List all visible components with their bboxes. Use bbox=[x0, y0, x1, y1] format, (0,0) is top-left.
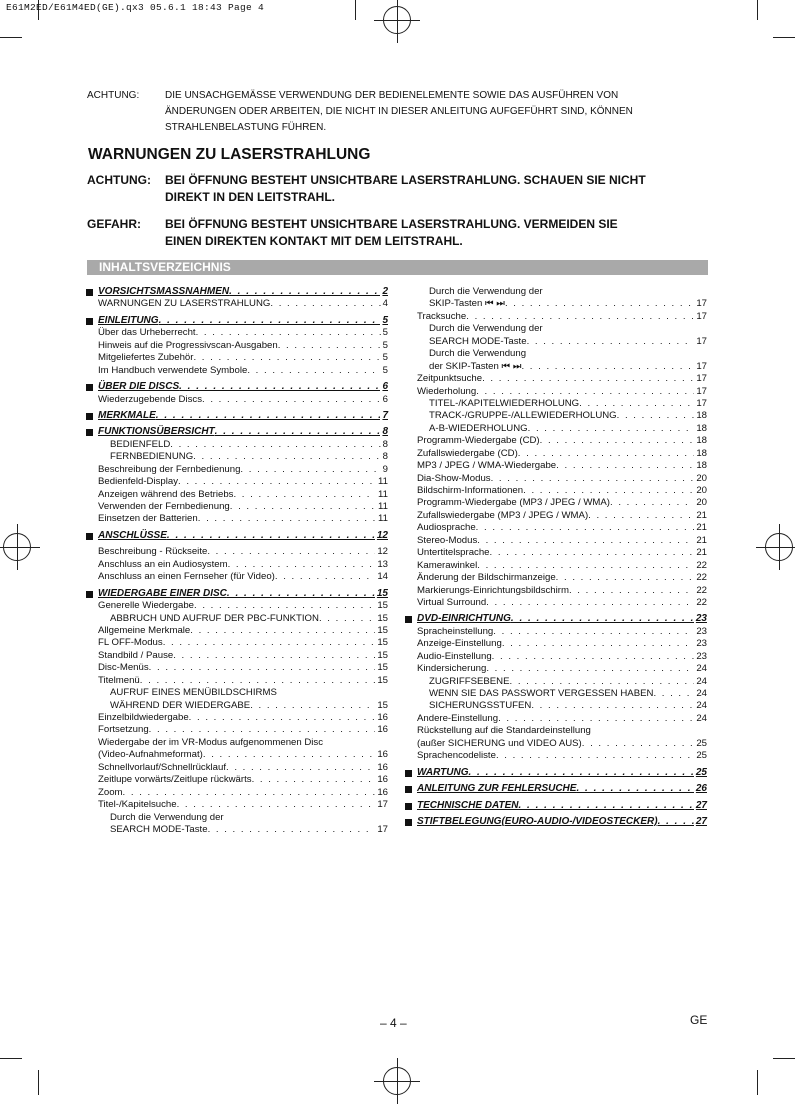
toc-entry-page: 15 bbox=[377, 612, 388, 624]
toc-entry-text: ABBRUCH UND AUFRUF DER PBC-FUNKTION bbox=[110, 612, 319, 624]
toc-entry-text: Spracheinstellung bbox=[417, 625, 494, 637]
toc-entry-text: SEARCH MODE-Taste bbox=[429, 335, 527, 347]
toc-entry bbox=[98, 298, 388, 310]
toc-entry-text: Zufallswiedergabe (MP3 / JPEG / WMA) bbox=[417, 509, 589, 521]
toc-entry-page: 15 bbox=[376, 587, 388, 599]
toc-entry-page: 23 bbox=[696, 638, 707, 650]
toc-entry-text: Wiederholung bbox=[417, 385, 477, 397]
toc-entry-page: 15 bbox=[377, 637, 388, 649]
toc-entry-text: Zoom bbox=[98, 786, 123, 798]
toc-entry-page: 24 bbox=[696, 688, 707, 699]
toc-entry-text: Einzelbildwiedergabe bbox=[98, 712, 189, 723]
toc-entry-page: 17 bbox=[696, 360, 707, 372]
registration-mark-icon bbox=[383, 6, 411, 34]
toc-entry-text: TRACK-/GRUPPE-/ALLEWIEDERHOLUNG bbox=[429, 410, 617, 422]
toc-entry bbox=[98, 600, 388, 612]
toc-entry-page: 22 bbox=[696, 584, 707, 596]
toc-entry bbox=[417, 560, 707, 572]
toc-entry-text: WENN SIE DAS PASSWORT VERGESSEN HABEN bbox=[429, 688, 654, 699]
toc-entry-text: Programm-Wiedergabe (MP3 / JPEG / WMA) bbox=[417, 497, 610, 509]
toc-entry bbox=[98, 613, 388, 625]
toc-entry bbox=[98, 451, 388, 463]
toc-entry-text: WÄHREND DER WIEDERGABE bbox=[110, 699, 251, 711]
toc-entry-text: Bedienfeld-Display bbox=[98, 476, 178, 488]
toc-entry bbox=[98, 513, 388, 525]
caution-label: ACHTUNG: bbox=[87, 90, 140, 101]
toc-entry-text: Untertitelsprache bbox=[417, 547, 490, 559]
toc-entry-text: Wiedergabe der im VR-Modus aufgenommenen Disc bbox=[98, 736, 324, 748]
toc-section bbox=[98, 286, 388, 298]
bullet-square-icon bbox=[86, 318, 93, 325]
toc-entry bbox=[98, 749, 388, 761]
bullet-square-icon bbox=[86, 384, 93, 391]
toc-entry-text: STIFTBELEGUNG(EURO-AUDIO-/VIDEOSTECKER) bbox=[417, 815, 658, 827]
toc-section bbox=[98, 410, 388, 422]
toc-entry-text: FL OFF-Modus bbox=[98, 637, 163, 649]
toc-entry-text: Durch die Verwendung der bbox=[429, 323, 543, 335]
toc-entry-text: SEARCH MODE-Taste bbox=[110, 823, 208, 835]
toc-entry-page: 22 bbox=[696, 596, 707, 608]
toc-entry bbox=[417, 547, 707, 559]
toc-entry-text: Sprachencodeliste bbox=[417, 750, 496, 762]
toc-entry bbox=[417, 750, 707, 762]
toc-entry-page: 21 bbox=[696, 522, 707, 534]
toc-entry-page: 8 bbox=[382, 426, 388, 438]
toc-entry-page: 16 bbox=[377, 749, 388, 761]
toc-entry-page: 5 bbox=[382, 352, 388, 364]
toc-entry-text: Durch die Verwendung der bbox=[110, 811, 224, 823]
bullet-square-icon bbox=[405, 819, 412, 826]
toc-entry-text: Titel-/Kapitelsuche bbox=[98, 799, 177, 811]
toc-entry-page: 20 bbox=[696, 485, 707, 496]
toc-entry bbox=[98, 637, 388, 649]
bullet-square-icon bbox=[86, 289, 93, 296]
toc-entry-text: Kamerawinkel bbox=[417, 559, 478, 571]
toc-entry-page: 8 bbox=[382, 438, 388, 450]
toc-entry-page: 5 bbox=[382, 327, 388, 339]
toc-entry bbox=[417, 485, 707, 497]
toc-entry-page: 17 bbox=[696, 310, 707, 322]
toc-entry-text: Stereo-Modus bbox=[417, 534, 478, 546]
toc-entry bbox=[417, 423, 707, 435]
toc-entry bbox=[98, 737, 388, 749]
toc-entry-text: Änderung der Bildschirmanzeige bbox=[417, 572, 556, 584]
toc-entry-page: 5 bbox=[382, 314, 388, 326]
toc-entry-page: 24 bbox=[696, 663, 707, 675]
toc-entry bbox=[98, 340, 388, 352]
toc-entry-page: 17 bbox=[696, 397, 707, 409]
toc-entry-text: Verwenden der Fernbedienung bbox=[98, 501, 230, 512]
toc-entry-text: SICHERUNGSSTUFEN bbox=[429, 700, 532, 712]
toc-entry-page: 6 bbox=[382, 381, 388, 393]
toc-entry-page: 2 bbox=[382, 286, 388, 297]
toc-entry bbox=[98, 700, 388, 712]
toc-entry-page: 16 bbox=[377, 786, 388, 798]
toc-entry-text: FERNBEDIENUNG bbox=[110, 451, 194, 463]
toc-entry bbox=[98, 559, 388, 571]
toc-entry-text: VORSICHTSMASSNAHMEN bbox=[98, 286, 230, 297]
toc-entry-text: Wiederzugebende Discs bbox=[98, 393, 202, 405]
toc-section bbox=[98, 315, 388, 327]
crop-mark bbox=[773, 1058, 795, 1059]
toc-entry-page: 11 bbox=[378, 476, 388, 488]
toc-entry bbox=[417, 663, 707, 675]
toc-entry bbox=[417, 448, 707, 460]
toc-entry-text: Anzeigen während des Betriebs bbox=[98, 488, 234, 500]
toc-entry-page: 21 bbox=[696, 547, 707, 559]
crop-mark bbox=[38, 1070, 39, 1095]
toc-entry bbox=[98, 712, 388, 724]
bullet-square-icon bbox=[86, 533, 93, 540]
toc-entry-text: Schnellvorlauf/Schnellrücklauf bbox=[98, 761, 226, 773]
toc-entry-page: 11 bbox=[378, 513, 388, 525]
toc-entry-page: 22 bbox=[696, 559, 707, 571]
toc-entry-text: MERKMALE bbox=[98, 409, 156, 421]
page-number: – 4 – bbox=[380, 1016, 407, 1030]
toc-entry-text: Dia-Show-Modus bbox=[417, 472, 491, 484]
toc-entry-text: Über das Urheberrecht bbox=[98, 327, 196, 339]
toc-entry bbox=[417, 700, 707, 712]
toc-entry bbox=[417, 597, 707, 609]
toc-entry-page: 24 bbox=[696, 675, 707, 687]
toc-entry bbox=[98, 824, 388, 836]
toc-entry-page: 18 bbox=[696, 410, 707, 422]
toc-entry-page: 21 bbox=[696, 534, 707, 546]
toc-entry-page: 5 bbox=[382, 364, 388, 376]
toc-entry-page: 11 bbox=[378, 501, 388, 512]
crop-mark bbox=[0, 1058, 22, 1059]
toc-entry-text: Einsetzen der Batterien bbox=[98, 513, 198, 525]
toc-entry-page: 15 bbox=[377, 624, 388, 636]
toc-entry bbox=[417, 460, 707, 472]
toc-entry-text: Titelmenü bbox=[98, 674, 140, 686]
toc-entry bbox=[417, 626, 707, 638]
file-header: E61M2ED/E61M4ED(GE).qx3 05.6.1 18:43 Page 4 bbox=[6, 2, 265, 13]
toc-entry-text: Anzeige-Einstellung bbox=[417, 638, 502, 650]
caution-line: DIE UNSACHGEMÄSSE VERWENDUNG DER BEDIENELEMENTE SOWIE DAS AUSFÜHREN VON bbox=[165, 90, 619, 101]
toc-entry-text: Im Handbuch verwendete Symbole bbox=[98, 364, 248, 376]
bullet-square-icon bbox=[86, 429, 93, 436]
toc-entry-text: MP3 / JPEG / WMA-Wiedergabe bbox=[417, 460, 557, 472]
crop-mark bbox=[757, 0, 758, 20]
toc-entry bbox=[98, 501, 388, 513]
toc-entry-page: 17 bbox=[696, 335, 707, 347]
toc-entry bbox=[417, 738, 707, 750]
toc-entry bbox=[417, 651, 707, 663]
toc-entry-text: Generelle Wiedergabe bbox=[98, 600, 194, 612]
toc-entry-page: 18 bbox=[696, 422, 707, 434]
toc-entry-text: Hinweis auf die Progressivscan-Ausgaben bbox=[98, 339, 278, 351]
toc-entry bbox=[98, 439, 388, 451]
toc-entry-page: 21 bbox=[696, 509, 707, 521]
toc-entry-page: 16 bbox=[377, 761, 388, 773]
toc-entry-text: Anschluss an einen Fernseher (für Video) bbox=[98, 571, 275, 583]
toc-entry-text: Tracksuche bbox=[417, 310, 467, 322]
toc-entry-page: 17 bbox=[696, 373, 707, 385]
laser-caution-label: ACHTUNG: bbox=[87, 173, 151, 187]
toc-section bbox=[98, 426, 388, 438]
toc-entry bbox=[417, 522, 707, 534]
toc-entry-text: BEDIENFELD bbox=[110, 438, 171, 450]
laser-caution-line: BEI ÖFFNUNG BESTEHT UNSICHTBARE LASERSTRAHLUNG. SCHAUEN SIE NICHT bbox=[165, 173, 646, 187]
registration-mark-icon bbox=[383, 1067, 411, 1095]
toc-entry bbox=[417, 410, 707, 422]
toc-entry-text: ANSCHLÜSSE bbox=[98, 529, 167, 541]
toc-entry bbox=[417, 688, 707, 700]
registration-mark-icon bbox=[3, 533, 31, 561]
toc-entry-page: 16 bbox=[377, 724, 388, 736]
language-code: GE bbox=[690, 1013, 708, 1027]
toc-entry-page: 17 bbox=[696, 298, 707, 310]
caution-line: STRAHLENBELASTUNG FÜHREN. bbox=[165, 122, 327, 133]
toc-entry-page: 25 bbox=[696, 737, 707, 749]
toc-section bbox=[417, 783, 707, 795]
bullet-square-icon bbox=[86, 413, 93, 420]
toc-entry-page: 15 bbox=[377, 649, 388, 661]
toc-entry-page: 9 bbox=[382, 463, 388, 475]
toc-entry bbox=[98, 625, 388, 637]
toc-entry bbox=[98, 365, 388, 377]
toc-entry-text: AUFRUF EINES MENÜBILDSCHIRMS bbox=[110, 687, 277, 699]
toc-entry-text: Markierungs-Einrichtungsbildschirm bbox=[417, 584, 569, 596]
toc-entry-page: 24 bbox=[696, 700, 707, 712]
toc-entry bbox=[98, 675, 388, 687]
toc-entry-text: Audio-Einstellung bbox=[417, 650, 492, 662]
toc-entry-text: Audiosprache bbox=[417, 522, 476, 534]
bullet-square-icon bbox=[405, 786, 412, 793]
crop-mark bbox=[773, 37, 795, 38]
toc-entry-page: 23 bbox=[696, 625, 707, 637]
toc-entry bbox=[417, 473, 707, 485]
laser-danger-line: BEI ÖFFNUNG BESTEHT UNSICHTBARE LASERSTRAHLUNG. VERMEIDEN SIE bbox=[165, 217, 618, 231]
toc-section bbox=[98, 381, 388, 393]
toc-entry-text: ÜBER DIE DISCS bbox=[98, 381, 180, 393]
toc-entry-text: Beschreibung der Fernbedienung bbox=[98, 463, 241, 475]
toc-entry-text: Disc-Menüs bbox=[98, 662, 149, 674]
toc-entry-page: 27 bbox=[695, 799, 707, 811]
toc-entry-text: Anschluss an ein Audiosystem bbox=[98, 558, 228, 570]
bullet-square-icon bbox=[405, 803, 412, 810]
toc-entry-page: 17 bbox=[377, 823, 388, 835]
toc-entry-page: 24 bbox=[696, 712, 707, 724]
toc-entry-text: Mitgeliefertes Zubehör bbox=[98, 352, 194, 364]
toc-left-column bbox=[98, 286, 388, 836]
laser-caution-line: DIREKT IN DEN LEITSTRAHL. bbox=[165, 190, 335, 204]
toc-section bbox=[417, 800, 707, 812]
toc-entry bbox=[98, 464, 388, 476]
toc-entry-page: 17 bbox=[377, 799, 388, 811]
toc-entry bbox=[98, 812, 388, 824]
toc-entry bbox=[98, 571, 388, 583]
toc-entry-page: 26 bbox=[695, 783, 707, 795]
toc-entry bbox=[417, 572, 707, 584]
toc-entry-page: 4 bbox=[382, 298, 388, 310]
toc-entry-page: 25 bbox=[695, 766, 707, 778]
toc-entry-text: Kindersicherung bbox=[417, 663, 487, 675]
toc-section bbox=[417, 816, 707, 828]
toc-entry bbox=[417, 725, 707, 737]
toc-entry bbox=[98, 352, 388, 364]
toc-entry-page: 15 bbox=[377, 662, 388, 674]
toc-entry-text: SKIP-Tasten ⏮ ⏭ bbox=[429, 298, 505, 310]
toc-entry-page: 13 bbox=[377, 558, 388, 570]
toc-entry bbox=[98, 774, 388, 786]
toc-entry-page: 5 bbox=[382, 339, 388, 351]
crop-mark bbox=[0, 37, 22, 38]
toc-entry bbox=[417, 361, 707, 373]
toc-entry bbox=[98, 546, 388, 558]
toc-entry-text: Andere-Einstellung bbox=[417, 712, 499, 724]
toc-entry bbox=[98, 394, 388, 406]
toc-entry-text: DVD-EINRICHTUNG bbox=[417, 613, 511, 625]
bullet-square-icon bbox=[405, 616, 412, 623]
toc-entry bbox=[417, 323, 707, 335]
toc-entry bbox=[98, 327, 388, 339]
toc-header bbox=[87, 260, 708, 275]
crop-mark bbox=[355, 0, 356, 20]
toc-entry bbox=[417, 585, 707, 597]
toc-entry-text: (Video-Aufnahmeformat) bbox=[98, 749, 203, 761]
toc-title: INHALTSVERZEICHNIS bbox=[99, 260, 231, 274]
toc-section bbox=[98, 530, 388, 542]
toc-entry-page: 7 bbox=[382, 409, 388, 421]
toc-entry-text: Beschreibung - Rückseite bbox=[98, 546, 208, 558]
toc-entry bbox=[417, 497, 707, 509]
toc-entry-text: TITEL-/KAPITELWIEDERHOLUNG bbox=[429, 397, 580, 409]
toc-entry bbox=[98, 476, 388, 488]
toc-entry-text: Programm-Wiedergabe (CD) bbox=[417, 435, 540, 447]
toc-entry bbox=[417, 713, 707, 725]
toc-entry bbox=[417, 298, 707, 310]
crop-mark bbox=[757, 1070, 758, 1095]
toc-entry-text: TECHNISCHE DATEN bbox=[417, 799, 519, 811]
toc-entry-page: 6 bbox=[382, 393, 388, 405]
laser-danger-label: GEFAHR: bbox=[87, 217, 141, 231]
toc-entry-text: Durch die Verwendung bbox=[429, 348, 527, 360]
toc-entry-text: der SKIP-Tasten ⏮ ⏭ bbox=[429, 360, 522, 372]
toc-entry-page: 23 bbox=[696, 650, 707, 662]
toc-entry bbox=[417, 286, 707, 298]
toc-entry-page: 12 bbox=[377, 546, 388, 558]
toc-entry-text: WARTUNG bbox=[417, 766, 469, 778]
laser-title: WARNUNGEN ZU LASERSTRAHLUNG bbox=[88, 146, 371, 163]
toc-entry bbox=[417, 373, 707, 385]
toc-entry-text: Zufallswiedergabe (CD) bbox=[417, 447, 518, 459]
toc-entry-page: 16 bbox=[377, 774, 388, 786]
toc-entry bbox=[98, 787, 388, 799]
toc-entry-text: Zeitlupe vorwärts/Zeitlupe rückwärts bbox=[98, 774, 252, 786]
toc-entry bbox=[417, 398, 707, 410]
toc-entry bbox=[98, 662, 388, 674]
toc-entry bbox=[98, 799, 388, 811]
toc-section bbox=[98, 588, 388, 600]
toc-entry bbox=[98, 724, 388, 736]
toc-entry-page: 23 bbox=[695, 613, 707, 625]
toc-entry-page: 20 bbox=[696, 472, 707, 484]
toc-entry-page: 18 bbox=[696, 460, 707, 472]
toc-entry bbox=[417, 638, 707, 650]
toc-entry bbox=[417, 386, 707, 398]
toc-entry bbox=[417, 336, 707, 348]
toc-entry-page: 22 bbox=[696, 572, 707, 584]
toc-entry-text: FUNKTIONSÜBERSICHT bbox=[98, 426, 215, 438]
toc-entry-page: 14 bbox=[377, 571, 388, 583]
toc-entry-page: 15 bbox=[377, 699, 388, 711]
toc-entry-text: Bildschirm-Informationen bbox=[417, 485, 524, 496]
caution-line: ÄNDERUNGEN ODER ARBEITEN, DIE NICHT IN DIESER ANLEITUNG AUFGEFÜHRT SIND, KÖNNEN bbox=[165, 106, 633, 117]
toc-entry-page: 12 bbox=[376, 529, 388, 541]
toc-entry-page: 8 bbox=[382, 451, 388, 463]
toc-right-column bbox=[417, 286, 707, 828]
toc-entry-page: 17 bbox=[696, 385, 707, 397]
toc-section bbox=[417, 613, 707, 625]
toc-entry-text: WARNUNGEN ZU LASERSTRAHLUNG bbox=[98, 298, 271, 310]
toc-entry bbox=[98, 687, 388, 699]
registration-mark-icon bbox=[765, 533, 793, 561]
toc-entry bbox=[98, 762, 388, 774]
toc-entry-page: 11 bbox=[378, 488, 388, 500]
toc-entry-text: A-B-WIEDERHOLUNG bbox=[429, 422, 528, 434]
toc-entry bbox=[417, 676, 707, 688]
toc-entry bbox=[417, 535, 707, 547]
toc-entry-text: Standbild / Pause bbox=[98, 649, 174, 661]
toc-entry-text: EINLEITUNG bbox=[98, 314, 159, 326]
toc-entry-page: 15 bbox=[377, 600, 388, 612]
toc-entry-text: (außer SICHERUNG und VIDEO AUS) bbox=[417, 737, 582, 749]
toc-entry bbox=[417, 435, 707, 447]
toc-entry-page: 27 bbox=[695, 815, 707, 827]
toc-entry-text: Virtual Surround bbox=[417, 596, 487, 608]
toc-entry-page: 16 bbox=[377, 712, 388, 723]
toc-entry bbox=[417, 510, 707, 522]
toc-entry bbox=[98, 650, 388, 662]
toc-entry-page: 18 bbox=[696, 435, 707, 447]
toc-entry-page: 15 bbox=[377, 674, 388, 686]
toc-entry-page: 18 bbox=[696, 447, 707, 459]
toc-section bbox=[417, 767, 707, 779]
toc-entry-text: Allgemeine Merkmale bbox=[98, 624, 191, 636]
toc-entry-text: Zeitpunktsuche bbox=[417, 373, 483, 385]
toc-entry-page: 25 bbox=[696, 750, 707, 762]
toc-entry-text: Rückstellung auf die Standardeinstellung bbox=[417, 725, 591, 737]
toc-entry-page: 20 bbox=[696, 497, 707, 509]
toc-entry-text: ZUGRIFFSEBENE bbox=[429, 675, 510, 687]
toc-entry-text: Durch die Verwendung der bbox=[429, 286, 543, 297]
bullet-square-icon bbox=[86, 591, 93, 598]
toc-entry bbox=[417, 311, 707, 323]
toc-entry-text: ANLEITUNG ZUR FEHLERSUCHE bbox=[417, 783, 577, 795]
laser-danger-line: EINEN DIREKTEN KONTAKT MIT DEM LEITSTRAHL. bbox=[165, 234, 463, 248]
toc-entry-text: Fortsetzung bbox=[98, 724, 149, 736]
toc-entry-text: WIEDERGABE EINER DISC bbox=[98, 587, 227, 599]
toc-entry bbox=[98, 489, 388, 501]
toc-entry bbox=[417, 348, 707, 360]
bullet-square-icon bbox=[405, 770, 412, 777]
